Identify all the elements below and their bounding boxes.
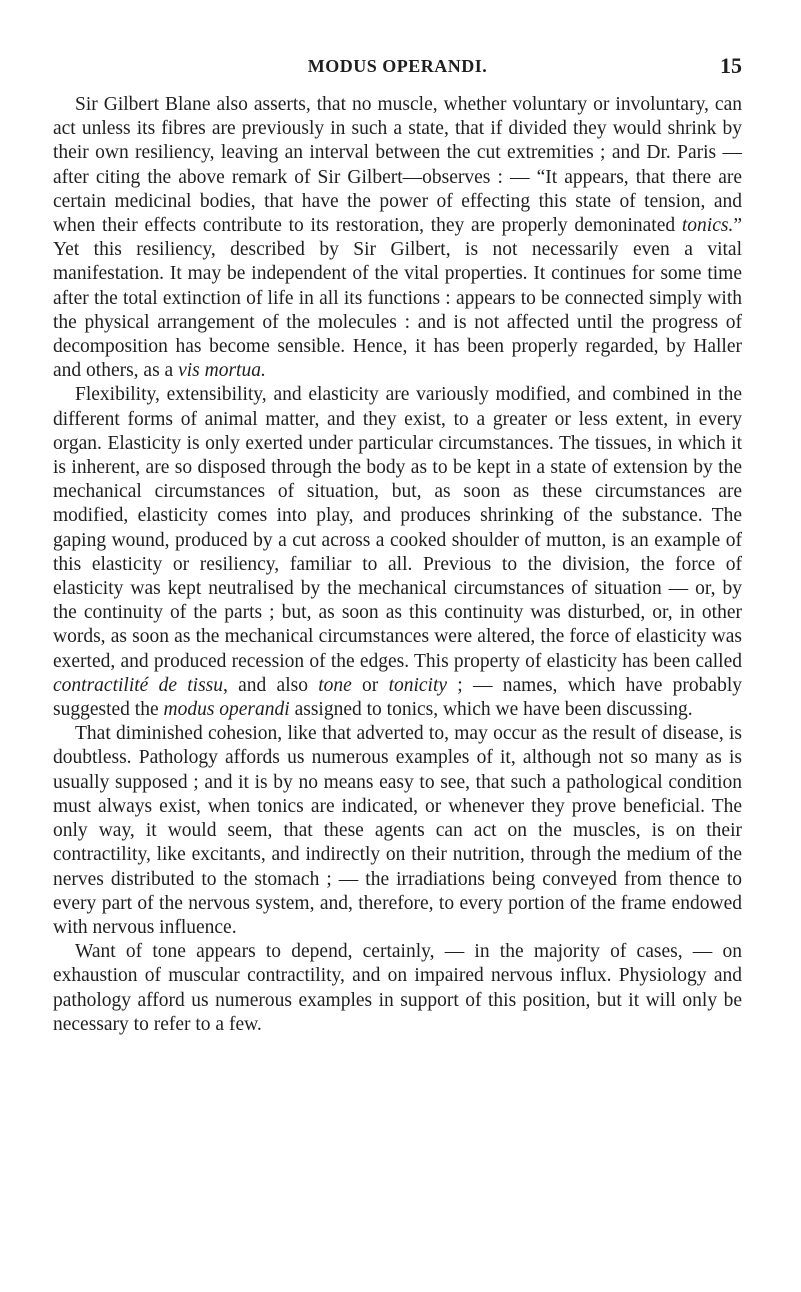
paragraph-1 [53,93,742,383]
text-segment: That diminished cohesion, like that adverted to, may occur as the result of disease, is doubtless. Pathology affords us numerous examples of it, although not so many as is usually supposed ; and it is by no means easy to see, that such a pathological condition must always exist, when tonics are indicated, or whenever they prove beneficial. The only way, it would seem, that these agents can act on the muscles, is on their contractility, like excitants, and indirectly on their nutrition, through the medium of the nerves distributed to the stomach ; — the irradiations being conveyed from thence to every part of the nervous system, and, therefore, to every portion of the frame endowed with nervous influence. [53,723,742,938]
text-segment: ” Yet this resiliency, described by Sir Gilbert, is not necessarily even a vital manifestation. It may be independent of the vital properties. It continues for some time after the total extinction of life in all its functions : appears to be connected simply with the physical arrangement of the molecules : and is not affected until the progress of decomposition has become sensible. Hence, it has been properly regarded, by Haller and others, as a [53,215,742,382]
page-number: 15 [720,53,742,78]
text-segment: Want of tone appears to depend, certainly, — in the majority of cases, — on exhaustion of muscular contractility, and on impaired nervous influx. Physiology and pathology afford us numerous examples in support of this position, but it will only be necessary to refer to a few. [53,941,742,1035]
italic-term-tone: tone [318,674,352,696]
running-title: MODUS OPERANDI. [307,56,488,76]
italic-term-contractilite: contractilité de tissu [53,674,223,696]
text-segment: , and also [223,674,319,696]
running-head [53,53,742,86]
text-segment: or [351,674,389,696]
italic-term-tonicity: tonicity [388,674,448,696]
text-segment: Sir Gilbert Blane also asserts, that no muscle, whether voluntary or involuntary, can act unless its fibres are previously in such a state, that if divided they would shrink by their own resiliency, leaving an interval between the cut extremities ; and Dr. Paris — after citing the above remark of Sir Gilbert—observes : — “It appears, that there are certain medicinal bodies, that have the power of effecting this state of tension, and when their effects contribute to its restoration, they are properly demoninated [53,94,742,237]
text-segment: ; — names, which have probably suggested the [53,674,742,721]
paragraph-3 [53,722,742,940]
body-text [53,93,742,1037]
italic-term-vis-mortua: vis mortua. [178,360,266,382]
text-segment: Flexibility, extensibility, and elasticity are variously modified, and combined in the different forms of animal matter, and they exist, to a greater or less extent, in every organ. Elasticity is only exerted under particular circumstances. The tissues, in which it is inherent, are so disposed through the body as to be kept in a state of extension by the mechanical circumstances of situation, but, as soon as these circumstances are modified, elasticity comes into play, and produces shrinking of the substance. The gaping wound, produced by a cut across a cooked shoulder of mutton, is an example of this elasticity or resiliency, familiar to all. Previous to the division, the force of elasticity was kept neutralised by the mechanical circumstances of situation — or, by the continuity of the parts ; but, as soon as this continuity was disturbed, or, in other words, as soon as the mechanical circumstances were altered, the force of elasticity was exerted, and produced recession of the edges. This property of elasticity has been called [53,384,742,672]
italic-term-modus-operandi: modus operandi [163,699,290,721]
book-page [53,53,742,1037]
text-segment: assigned to tonics, which we have been discussing. [289,699,693,721]
paragraph-4 [53,940,742,1037]
italic-term-tonics: tonics. [681,215,734,237]
paragraph-2 [53,383,742,722]
